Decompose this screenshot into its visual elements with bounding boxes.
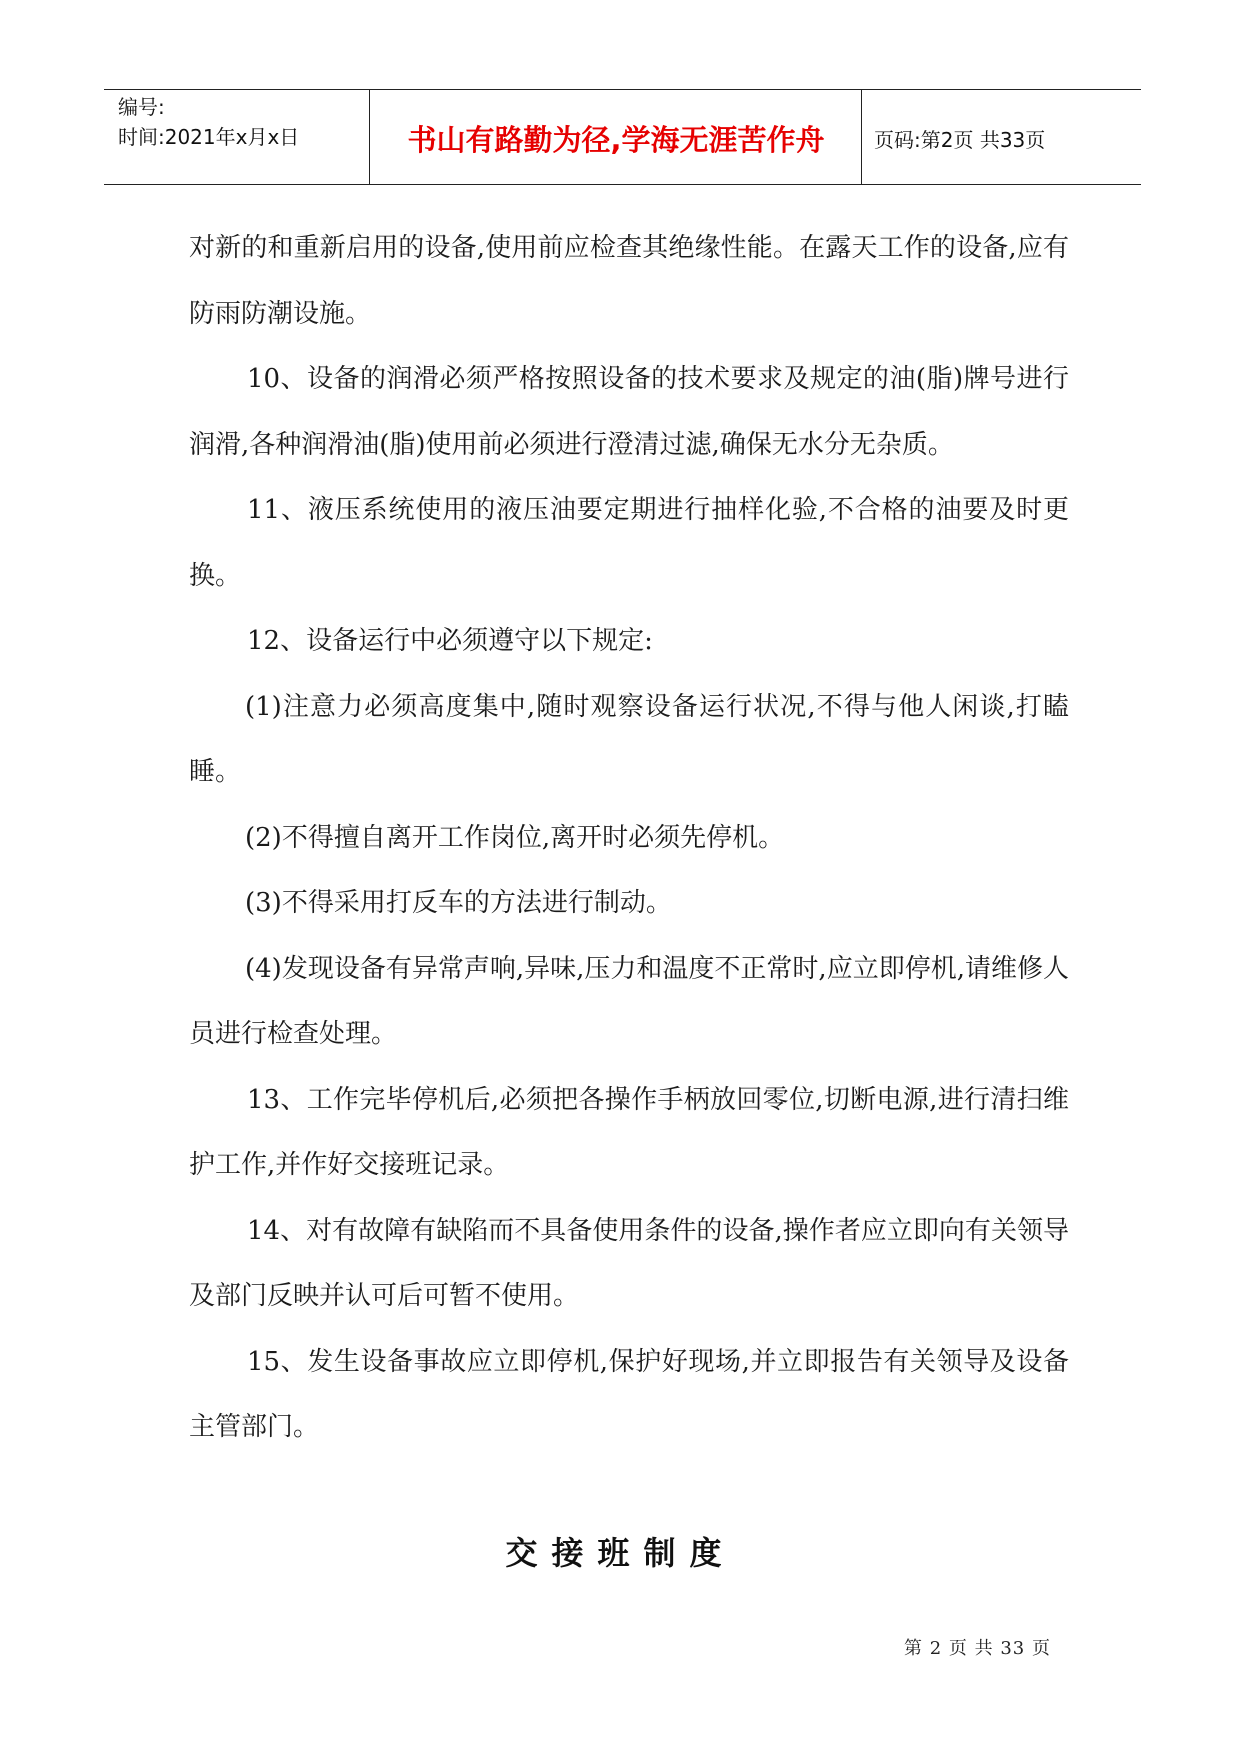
paragraph: 14、对有故障有缺陷而不具备使用条件的设备,操作者应立即向有关领导及部门反映并认可后可暂不使用。 — [189, 1215, 1069, 1311]
list-item: (1)注意力必须高度集中,随时观察设备运行状况,不得与他人闲谈,打瞌睡。 — [189, 691, 1069, 787]
page-footer: 第 2 页 共 33 页 — [904, 1638, 1051, 1659]
list-item: (2)不得擅自离开工作岗位,离开时必须先停机。 — [245, 822, 785, 853]
paragraph: 11、液压系统使用的液压油要定期进行抽样化验,不合格的油要及时更换。 — [189, 495, 1069, 591]
document-body — [189, 216, 1069, 1461]
header-meta — [118, 92, 299, 152]
list-item: (3)不得采用打反车的方法进行制动。 — [245, 888, 672, 918]
paragraph: 10、设备的润滑必须严格按照设备的技术要求及规定的油(脂)牌号进行润滑,各种润滑油(脂)使用前必须进行澄清过滤,确保无水分无杂质。 — [189, 364, 1069, 460]
section-title: 交接班制度 — [505, 1534, 736, 1572]
paragraph: 12、设备运行中必须遵守以下规定: — [247, 626, 653, 656]
page-header — [104, 89, 1141, 185]
document-number-label: 编号: — [118, 95, 165, 119]
paragraph: 15、发生设备事故应立即停机,保护好现场,并立即报告有关领导及设备主管部门。 — [189, 1346, 1069, 1442]
header-page-number: 页码:第2页 共33页 — [874, 128, 1046, 152]
paragraph: 对新的和重新启用的设备,使用前应检查其绝缘性能。在露天工作的设备,应有防雨防潮设施。 — [189, 233, 1069, 329]
header-divider — [369, 90, 370, 184]
paragraph: 13、工作完毕停机后,必须把各操作手柄放回零位,切断电源,进行清扫维护工作,并作好交接班记录。 — [189, 1084, 1069, 1180]
header-divider — [861, 90, 862, 184]
document-date-label: 时间:2021年x月x日 — [118, 125, 300, 149]
header-motto: 书山有路勤为径,学海无涯苦作舟 — [407, 123, 825, 157]
list-item: (4)发现设备有异常声响,异味,压力和温度不正常时,应立即停机,请维修人员进行检查处理。 — [189, 953, 1069, 1049]
